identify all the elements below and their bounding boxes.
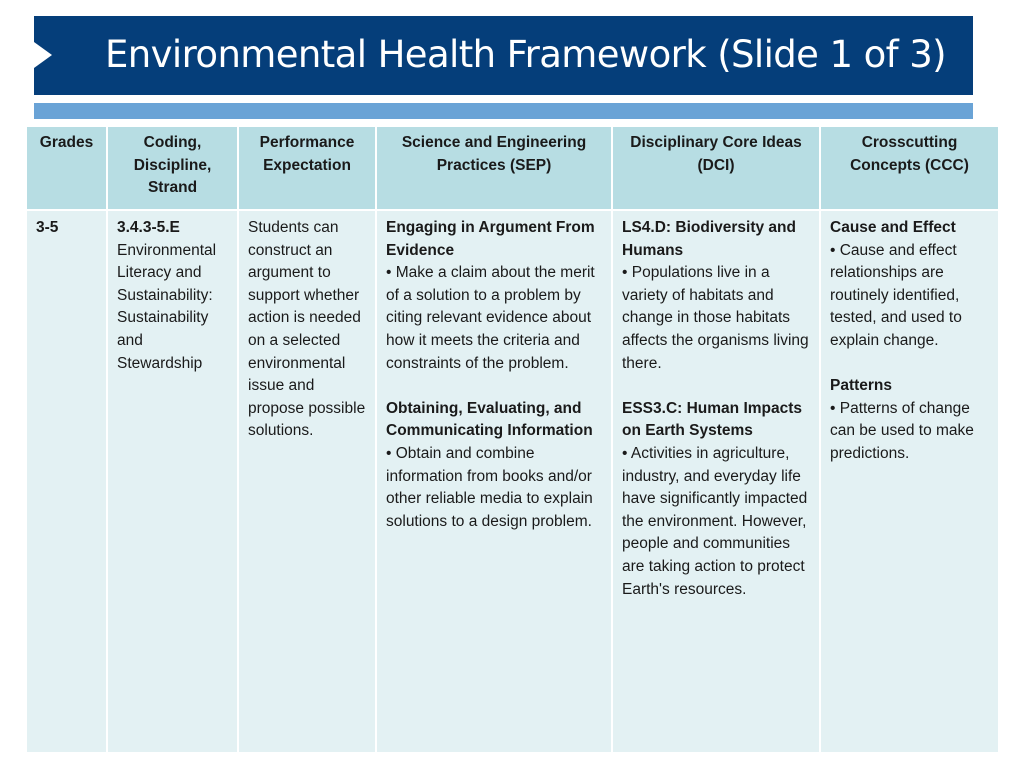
header-coding: Coding, Discipline, Strand (107, 126, 238, 210)
header-sep: Science and Engineering Practices (SEP) (376, 126, 612, 210)
header-grades: Grades (26, 126, 107, 210)
dci-bullet: • Activities in agriculture, industry, and everyday life have significantly impacted the environment. However, people and communities are taking action to protect Earth's resources. (622, 444, 808, 598)
table-header-row (26, 126, 999, 210)
framework-table (25, 125, 1000, 754)
cell-grades: 3-5 (26, 210, 107, 753)
cell-sep (376, 210, 612, 753)
ccc-bullet: • Patterns of change can be used to make predictions. (830, 399, 974, 462)
slide-title: Environmental Health Framework (Slide 1 of 3) (105, 33, 947, 76)
coding-text: Environmental Literacy and Sustainability: Sustainability and Stewardship (117, 241, 217, 372)
sep-bullet: • Obtain and combine information from books and/or other reliable media to explain solutions to a design problem. (386, 444, 593, 530)
dci-heading: ESS3.C: Human Impacts on Earth Systems (622, 399, 803, 440)
dci-bullet: • Populations live in a variety of habitats and change in those habitats affects the organisms living there. (622, 264, 809, 372)
title-notch-shape (34, 42, 52, 68)
coding-code: 3.4.3-5.E (117, 219, 180, 236)
ccc-heading: Cause and Effect (830, 219, 956, 236)
sep-bullet: • Make a claim about the merit of a solution to a problem by citing relevant evidence about how it meets the criteria and constraints of the problem. (386, 264, 595, 372)
header-ccc: Crosscutting Concepts (CCC) (820, 126, 999, 210)
cell-ccc (820, 210, 999, 753)
header-performance: Performance Expectation (238, 126, 376, 210)
sep-heading: Obtaining, Evaluating, and Communicating Information (386, 399, 593, 440)
cell-dci (612, 210, 820, 753)
header-dci: Disciplinary Core Ideas (DCI) (612, 126, 820, 210)
dci-heading: LS4.D: Biodiversity and Humans (622, 219, 796, 259)
table-row (26, 210, 999, 753)
ccc-heading: Patterns (830, 377, 893, 395)
accent-divider (34, 103, 973, 119)
sep-heading: Engaging in Argument From Evidence (386, 219, 595, 259)
cell-performance: Students can construct an argument to support whether action is needed on a selected environmental issue and propose possible solutions. (238, 210, 376, 753)
ccc-bullet: • Cause and effect relationships are routinely identified, tested, and used to explain change. (830, 241, 962, 349)
cell-coding (107, 210, 238, 753)
